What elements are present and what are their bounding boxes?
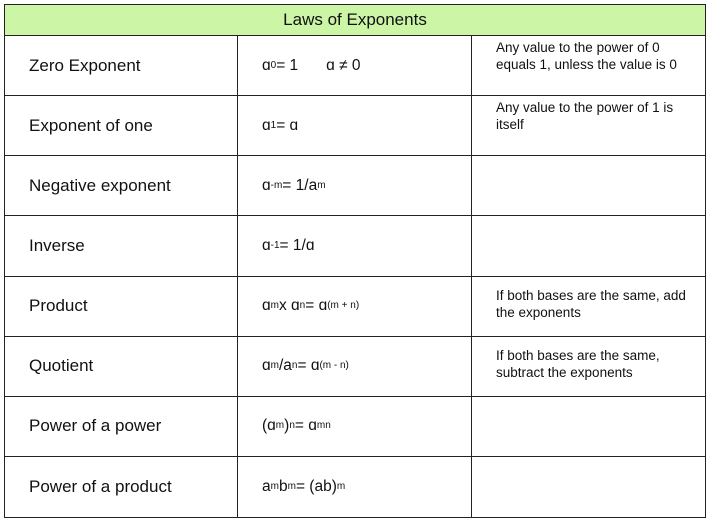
law-note: Any value to the power of 0 equals 1, unless the value is 0 xyxy=(472,36,705,96)
law-name: Negative exponent xyxy=(5,156,238,216)
law-name: Inverse xyxy=(5,216,238,276)
law-formula: ɑ 1 = ɑ xyxy=(238,96,472,156)
law-formula: ɑ -m = 1/a m xyxy=(238,156,472,216)
law-name: Power of a power xyxy=(5,397,238,457)
law-name: Quotient xyxy=(5,337,238,397)
law-note xyxy=(472,216,705,276)
law-note: If both bases are the same, add the exponents xyxy=(472,277,705,337)
law-name: Power of a product xyxy=(5,457,238,517)
law-note: Any value to the power of 1 is itself xyxy=(472,96,705,156)
law-formula: (ɑ m ) n = ɑ mn xyxy=(238,397,472,457)
law-name: Exponent of one xyxy=(5,96,238,156)
law-formula: ɑ 0 = 1 ɑ ≠ 0 xyxy=(238,36,472,96)
laws-of-exponents-table xyxy=(4,4,706,518)
table-title: Laws of Exponents xyxy=(5,5,705,36)
law-note: If both bases are the same, subtract the exponents xyxy=(472,337,705,397)
law-note xyxy=(472,397,705,457)
law-formula: ɑ -1 = 1/ɑ xyxy=(238,216,472,276)
law-formula: a m b m = (ab) m xyxy=(238,457,472,517)
law-formula: ɑ m /a n = ɑ (m - n) xyxy=(238,337,472,397)
law-note xyxy=(472,156,705,216)
law-name: Product xyxy=(5,277,238,337)
law-formula: ɑ m x ɑ n = ɑ (m + n) xyxy=(238,277,472,337)
law-note xyxy=(472,457,705,517)
law-name: Zero Exponent xyxy=(5,36,238,96)
